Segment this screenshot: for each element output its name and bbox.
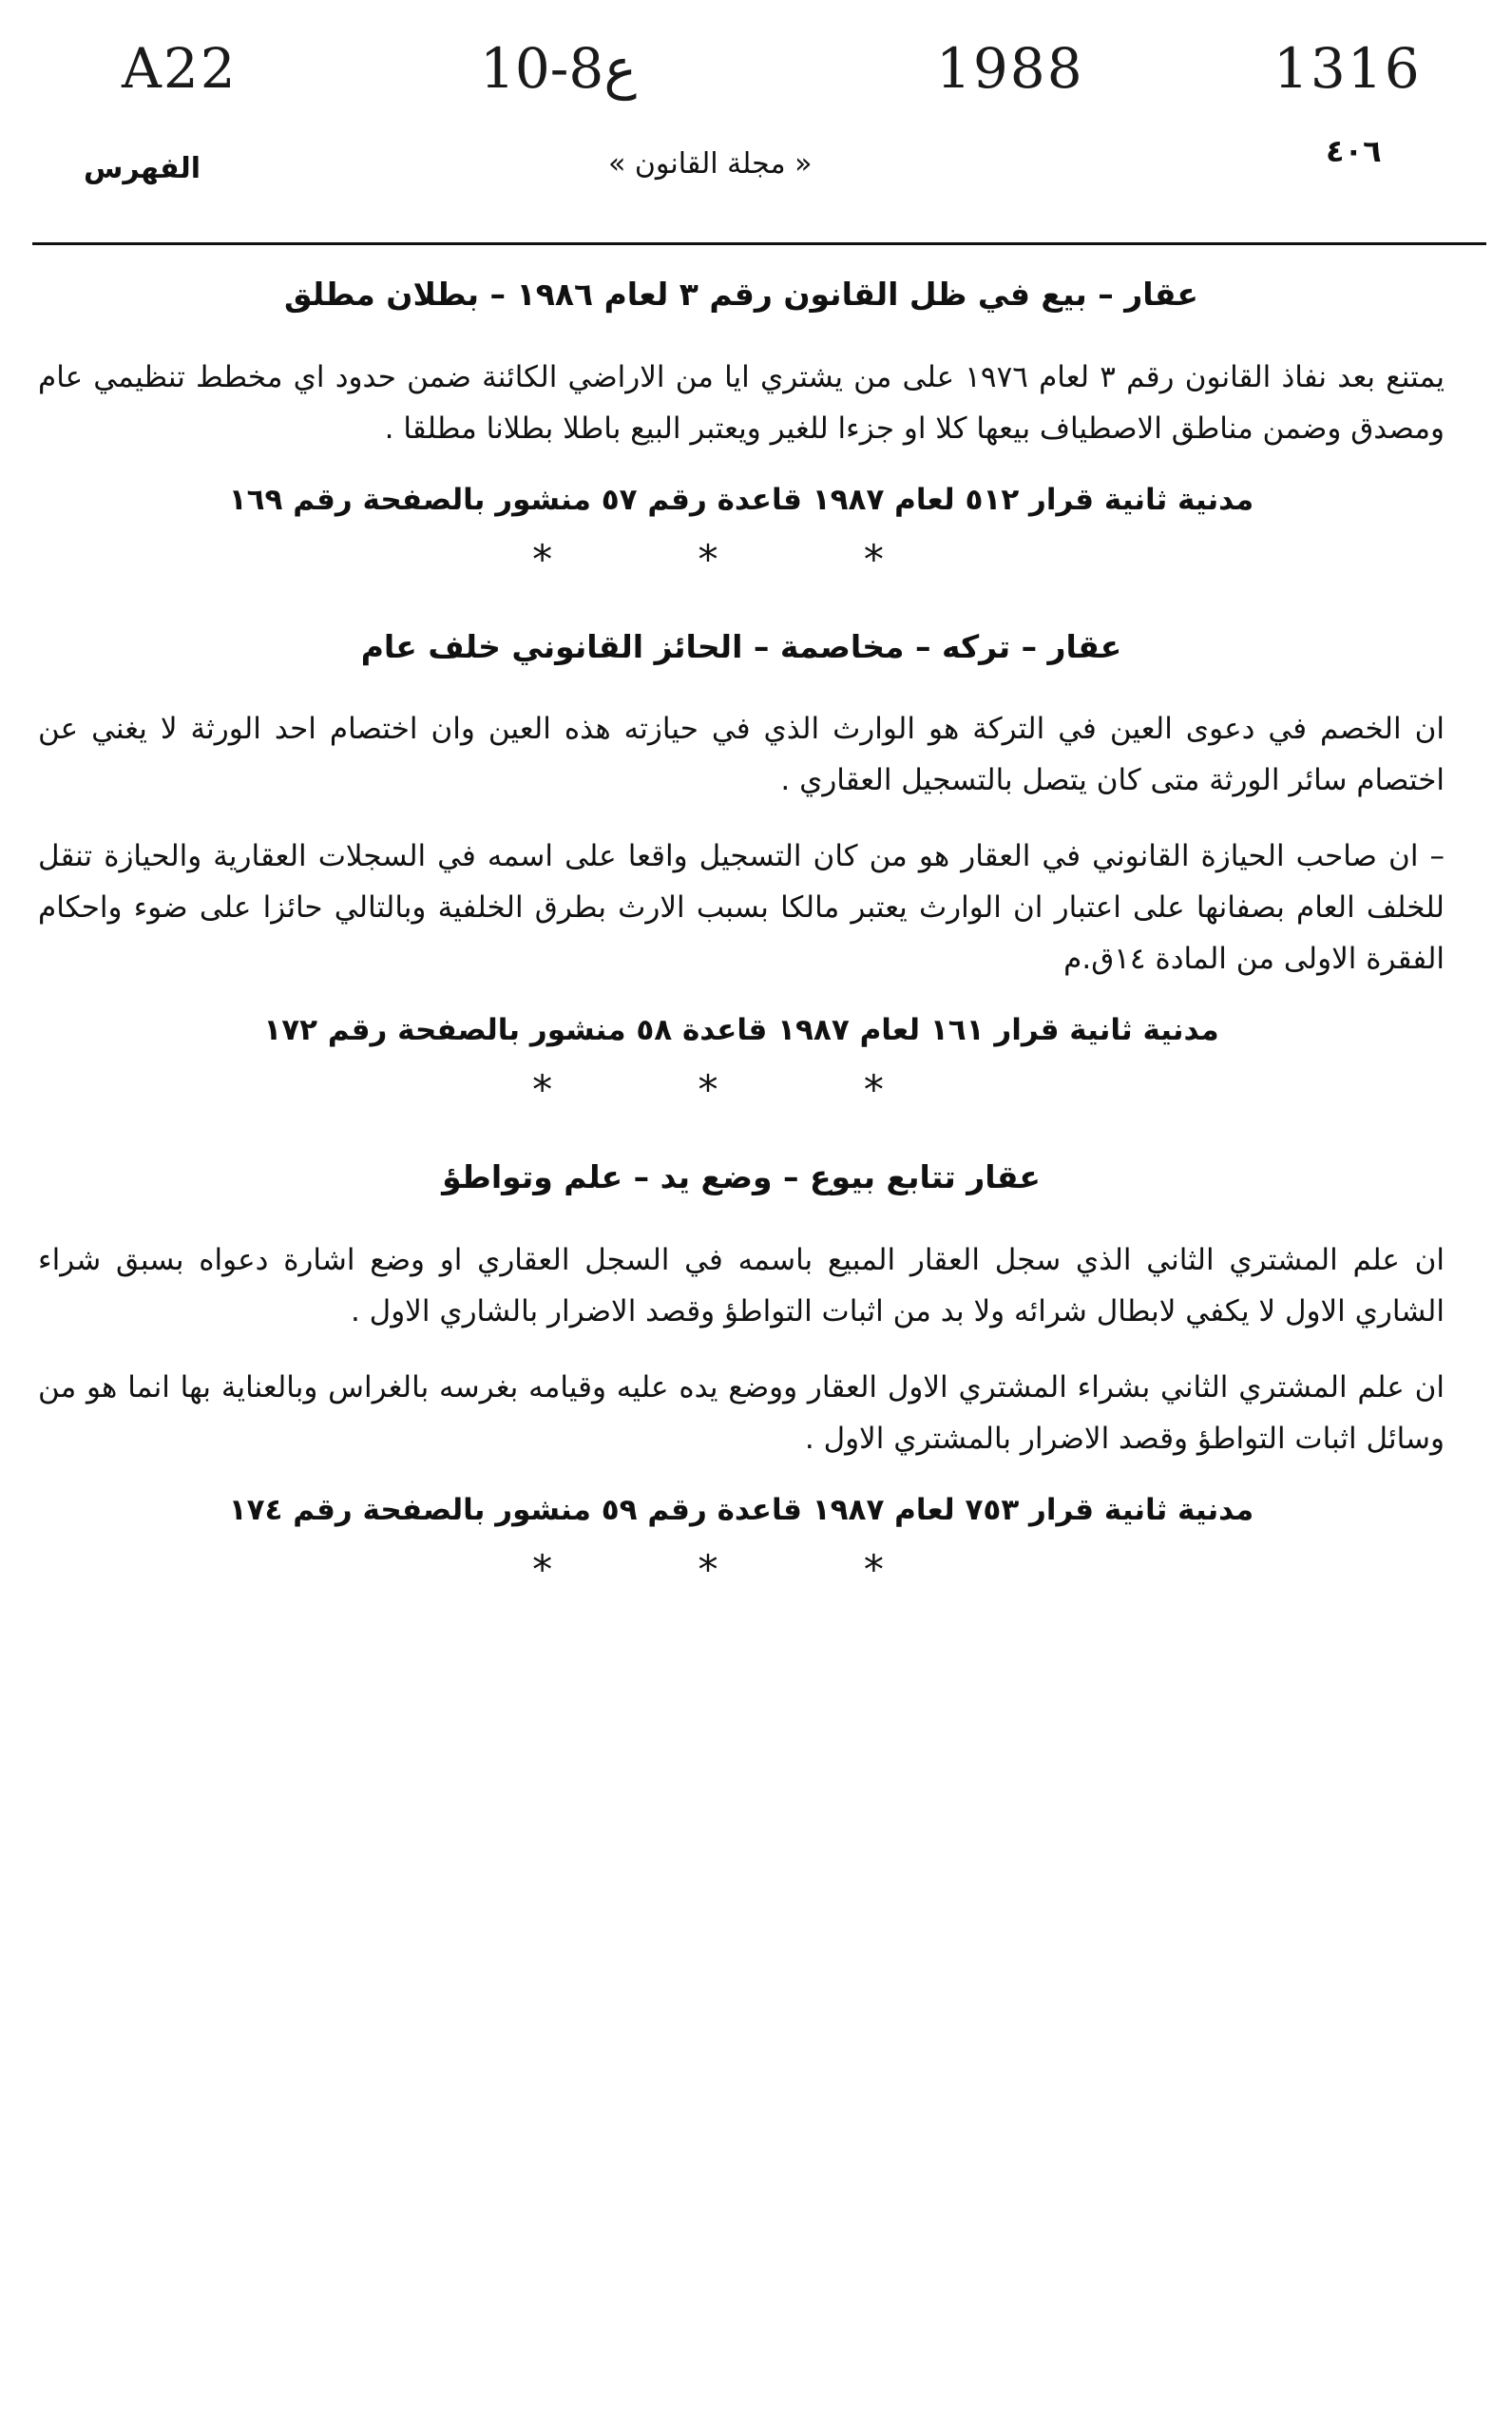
entry xyxy=(38,276,1445,583)
handwritten-year: 1988 xyxy=(936,36,1084,101)
header-rule xyxy=(32,242,1486,245)
entry-paragraph: ان الخصم في دعوى العين في التركة هو الوارث الذي في حيازته هذه العين وان اختصام احد الورثة لا يغني عن اختصام سائر الورثة متى كان يتصل بالتسجيل العقاري . xyxy=(38,712,1445,798)
index-label: الفهرس xyxy=(84,152,201,185)
separator-stars: * * * xyxy=(532,1545,950,1593)
entry-paragraph: – ان صاحب الحيازة القانوني في العقار هو من كان التسجيل واقعا على اسمه في السجلات العقارية والحيازة تنقل للخلف العام بصفانها على اعتبار ان الوارث يعتبر مالكا بسبب الارث بطرق الخلفية وبالتالي حائزا على ضوء واحكام الفقرة الاولى من المادة ١٤ق.م xyxy=(38,839,1445,977)
entry-source: مدنية ثانية قرار ٧٥٣ لعام ١٩٨٧ قاعدة رقم ٥٩ منشور بالصفحة رقم ١٧٤ xyxy=(228,1492,1254,1527)
separator-stars: * * * xyxy=(532,1066,950,1114)
entry-title: عقار – بيع في ظل القانون رقم ٣ لعام ١٩٨٦ – بطلان مطلق xyxy=(284,276,1198,313)
separator-stars: * * * xyxy=(532,535,950,583)
handwritten-reference: A22 xyxy=(122,36,238,101)
entry xyxy=(38,1158,1445,1593)
entry-source: مدنية ثانية قرار ١٦١ لعام ١٩٨٧ قاعدة ٥٨ منشور بالصفحة رقم ١٧٢ xyxy=(263,1013,1219,1048)
entry-paragraph: ان علم المشتري الثاني بشراء المشتري الاول العقار ووضع يده عليه وقيامه بغرسه بالغراس وبالعناية بها انما هو من وسائل اثبات التواطؤ وقصد الاضرار بالمشتري الاول . xyxy=(38,1369,1445,1456)
journal-title: « مجلة القانون » xyxy=(608,147,813,181)
handwritten-number: 1316 xyxy=(1273,36,1422,101)
entry xyxy=(38,628,1445,1114)
page-number: ٤٠٦ xyxy=(1326,133,1382,169)
entries-list xyxy=(38,276,1445,1638)
handwritten-date: 10-8ع xyxy=(480,36,637,101)
entry-source: مدنية ثانية قرار ٥١٢ لعام ١٩٨٧ قاعدة رقم ٥٧ منشور بالصفحة رقم ١٦٩ xyxy=(228,482,1254,517)
entry-title: عقار – تركه – مخاصمة – الحائز القانوني خلف عام xyxy=(360,627,1122,665)
entry-paragraph: ان علم المشتري الثاني الذي سجل العقار المبيع باسمه في السجل العقاري او وضع اشارة دعواه بسبق شراء الشاري الاول لا يكفي لابطال شرائه ولا بد من اثبات التواطؤ وقصد الاضرار بالشاري الاول . xyxy=(38,1242,1445,1328)
entry-paragraph: يمتنع بعد نفاذ القانون رقم ٣ لعام ١٩٧٦ على من يشتري ايا من الاراضي الكائنة ضمن حدود اي مخطط تنظيمي عام ومصدق وضمن مناطق الاصطياف بيعها كلا او جزءا للغير ويعتبر البيع باطلا بطلانا مطلقا . xyxy=(38,359,1445,446)
entry-title: عقار تتابع بيوع – وضع يد – علم وتواطؤ xyxy=(442,1158,1041,1196)
